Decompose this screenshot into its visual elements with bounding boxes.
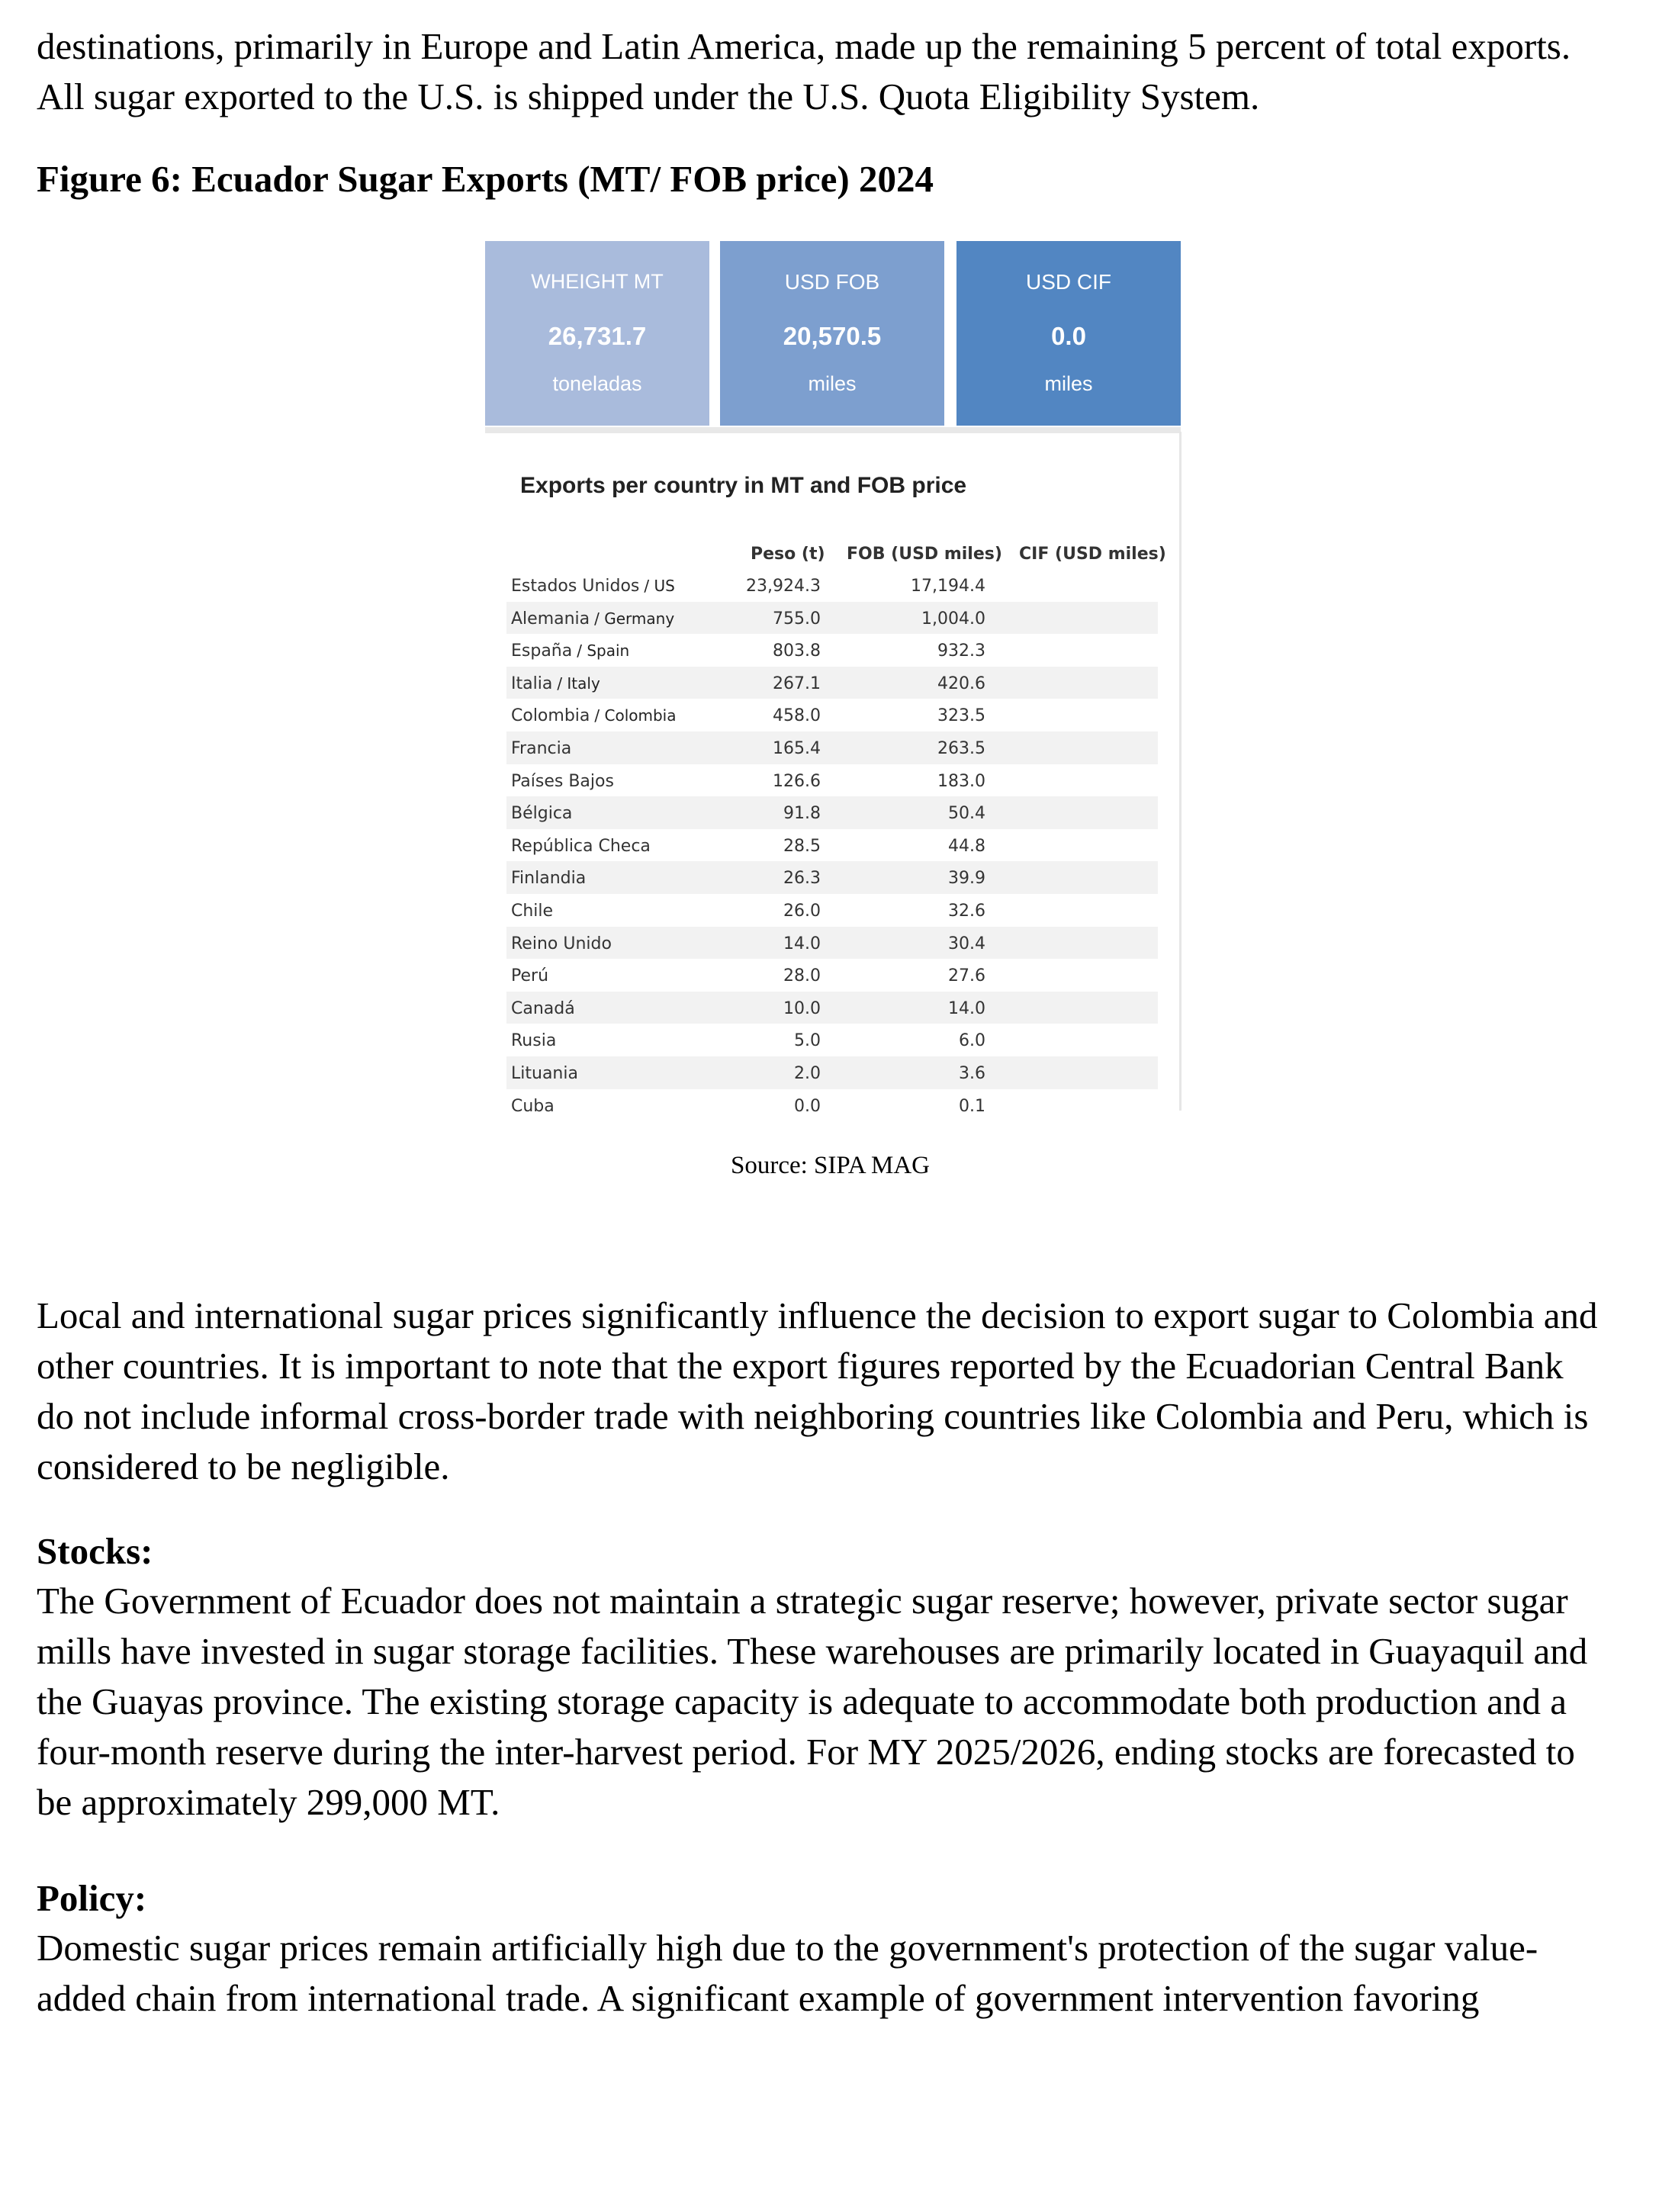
column-header-fob: FOB (USD miles) <box>847 545 1002 564</box>
table-row <box>506 796 1158 829</box>
fob-value: 420.6 <box>937 674 985 693</box>
peso-value: 14.0 <box>783 934 821 953</box>
country-name <box>511 1064 578 1083</box>
fob-value: 323.5 <box>937 706 985 726</box>
exports-table-body <box>506 569 1158 1121</box>
peso-value: 267.1 <box>773 674 821 693</box>
prices-line: considered to be negligible. <box>37 1445 450 1487</box>
country-name-en: / Colombia <box>594 706 677 725</box>
country-name-en: / Spain <box>577 641 630 661</box>
figure-source: Source: SIPA MAG <box>731 1152 930 1179</box>
column-header-cif: CIF (USD miles) <box>1019 545 1166 564</box>
fob-value: 50.4 <box>948 804 985 824</box>
country-name-es: Lituania <box>511 1063 578 1083</box>
fob-value: 0.1 <box>959 1096 985 1116</box>
table-row <box>506 1024 1158 1056</box>
kpi-fob-title: USD FOB <box>784 270 880 294</box>
kpi-weight-title: WHEIGHT MT <box>531 270 664 293</box>
table-row <box>506 634 1158 667</box>
table-row <box>506 764 1158 797</box>
peso-value: 23,924.3 <box>746 577 821 596</box>
country-name <box>511 837 651 856</box>
country-name-es: Finlandia <box>511 869 587 889</box>
stocks-line: four-month reserve during the inter-harvest period. For MY 2025/2026, ending stocks are forecasted to <box>37 1731 1575 1773</box>
panel-right-edge <box>1179 432 1182 1111</box>
table-row <box>506 927 1158 960</box>
policy-line: Domestic sugar prices remain artificially high due to the government's protection of the sugar value- <box>37 1927 1538 1969</box>
peso-value: 165.4 <box>773 738 821 758</box>
kpi-fob-tile <box>720 241 944 426</box>
country-name <box>511 934 612 953</box>
fob-value: 27.6 <box>948 966 985 986</box>
country-name-es: Italia <box>511 674 553 693</box>
country-name <box>511 1031 556 1050</box>
table-row <box>506 602 1158 635</box>
peso-value: 91.8 <box>783 804 821 824</box>
country-name <box>511 641 629 661</box>
fob-value: 3.6 <box>959 1063 985 1083</box>
country-name-es: Estados Unidos <box>511 577 640 596</box>
country-name <box>511 869 586 888</box>
intro-paragraph <box>37 21 1646 122</box>
peso-value: 458.0 <box>773 706 821 726</box>
kpi-weight-tile <box>485 241 709 426</box>
fob-value: 39.9 <box>948 869 985 889</box>
country-name <box>511 772 614 791</box>
intro-line-1: destinations, primarily in Europe and Latin America, made up the remaining 5 percent of total exports. <box>37 25 1571 67</box>
peso-value: 10.0 <box>783 998 821 1018</box>
prices-paragraph <box>37 1291 1646 1492</box>
country-name-es: Francia <box>511 738 572 758</box>
prices-line: other countries. It is important to note that the export figures reported by the Ecuadorian Central Bank <box>37 1345 1564 1387</box>
stocks-line: be approximately 299,000 MT. <box>37 1781 500 1823</box>
fob-value: 263.5 <box>937 738 985 758</box>
country-name-es: Bélgica <box>511 804 573 824</box>
peso-value: 5.0 <box>794 1031 821 1051</box>
kpi-cif-title: USD CIF <box>1026 270 1111 294</box>
country-name-en: / US <box>644 577 675 595</box>
peso-value: 28.0 <box>783 966 821 986</box>
country-name-es: Países Bajos <box>511 771 614 791</box>
country-name <box>511 739 571 758</box>
fob-value: 32.6 <box>948 901 985 921</box>
table-row <box>506 699 1158 731</box>
kpi-fob-value: 20,570.5 <box>783 322 882 350</box>
country-name <box>511 966 548 985</box>
country-name <box>511 1097 555 1116</box>
policy-paragraph <box>37 1923 1646 2024</box>
peso-value: 26.0 <box>783 901 821 921</box>
country-name-es: Chile <box>511 901 554 921</box>
column-header-peso: Peso (t) <box>751 545 825 564</box>
peso-value: 803.8 <box>773 641 821 661</box>
stocks-line: the Guayas province. The existing storage capacity is adequate to accommodate both production and a <box>37 1680 1567 1722</box>
country-name-es: Cuba <box>511 1096 555 1116</box>
country-name-es: España <box>511 641 573 661</box>
table-row <box>506 992 1158 1024</box>
peso-value: 2.0 <box>794 1063 821 1083</box>
stocks-line: The Government of Ecuador does not maintain a strategic sugar reserve; however, private sector sugar <box>37 1580 1568 1622</box>
country-name <box>511 706 676 725</box>
country-name <box>511 804 572 823</box>
panel-divider <box>485 427 1181 433</box>
table-row <box>506 731 1158 764</box>
country-name <box>511 902 553 921</box>
policy-line: added chain from international trade. A significant example of government intervention favoring <box>37 1977 1480 2019</box>
table-row <box>506 1056 1158 1089</box>
fob-value: 1,004.0 <box>921 609 985 629</box>
peso-value: 0.0 <box>794 1096 821 1116</box>
table-row <box>506 667 1158 699</box>
fob-value: 30.4 <box>948 934 985 953</box>
table-row <box>506 829 1158 862</box>
peso-value: 755.0 <box>773 609 821 629</box>
table-row <box>506 894 1158 927</box>
country-name-es: Reino Unido <box>511 934 612 953</box>
country-name-es: Alemania <box>511 609 590 629</box>
kpi-cif-tile <box>956 241 1181 426</box>
kpi-fob-unit: miles <box>808 372 857 395</box>
figure-caption: Figure 6: Ecuador Sugar Exports (MT/ FOB price) 2024 <box>37 158 934 200</box>
fob-value: 183.0 <box>937 771 985 791</box>
country-name-es: República Checa <box>511 836 651 856</box>
stocks-paragraph <box>37 1576 1646 1828</box>
country-name <box>511 609 674 629</box>
policy-heading: Policy: <box>37 1877 147 1919</box>
fob-value: 17,194.4 <box>911 577 985 596</box>
fob-value: 44.8 <box>948 836 985 856</box>
fob-value: 14.0 <box>948 998 985 1018</box>
kpi-cif-unit: miles <box>1044 372 1093 395</box>
country-name-es: Colombia <box>511 706 590 726</box>
table-row <box>506 959 1158 992</box>
kpi-cif-value: 0.0 <box>1051 322 1086 350</box>
country-name <box>511 999 575 1018</box>
stocks-heading: Stocks: <box>37 1530 153 1572</box>
peso-value: 26.3 <box>783 869 821 889</box>
peso-value: 28.5 <box>783 836 821 856</box>
prices-line: do not include informal cross-border trade with neighboring countries like Colombia and Peru, which is <box>37 1395 1589 1437</box>
table-row <box>506 569 1158 602</box>
fob-value: 6.0 <box>959 1031 985 1051</box>
country-name-en: / Germany <box>594 609 675 628</box>
table-row <box>506 861 1158 894</box>
country-name <box>511 577 675 596</box>
kpi-weight-unit: toneladas <box>552 372 642 395</box>
country-name-es: Rusia <box>511 1031 557 1051</box>
fob-value: 932.3 <box>937 641 985 661</box>
country-name-es: Canadá <box>511 998 575 1018</box>
intro-line-2: All sugar exported to the U.S. is shipped under the U.S. Quota Eligibility System. <box>37 76 1260 117</box>
country-name-es: Perú <box>511 966 549 986</box>
prices-line: Local and international sugar prices significantly influence the decision to export sugar to Colombia and <box>37 1294 1598 1336</box>
country-name-en: / Italy <box>557 674 600 693</box>
country-name <box>511 674 600 693</box>
stocks-line: mills have invested in sugar storage facilities. These warehouses are primarily located in Guayaquil and <box>37 1630 1588 1672</box>
peso-value: 126.6 <box>773 771 821 791</box>
table-row <box>506 1089 1158 1122</box>
kpi-weight-value: 26,731.7 <box>548 322 647 350</box>
table-title: Exports per country in MT and FOB price <box>520 473 967 498</box>
